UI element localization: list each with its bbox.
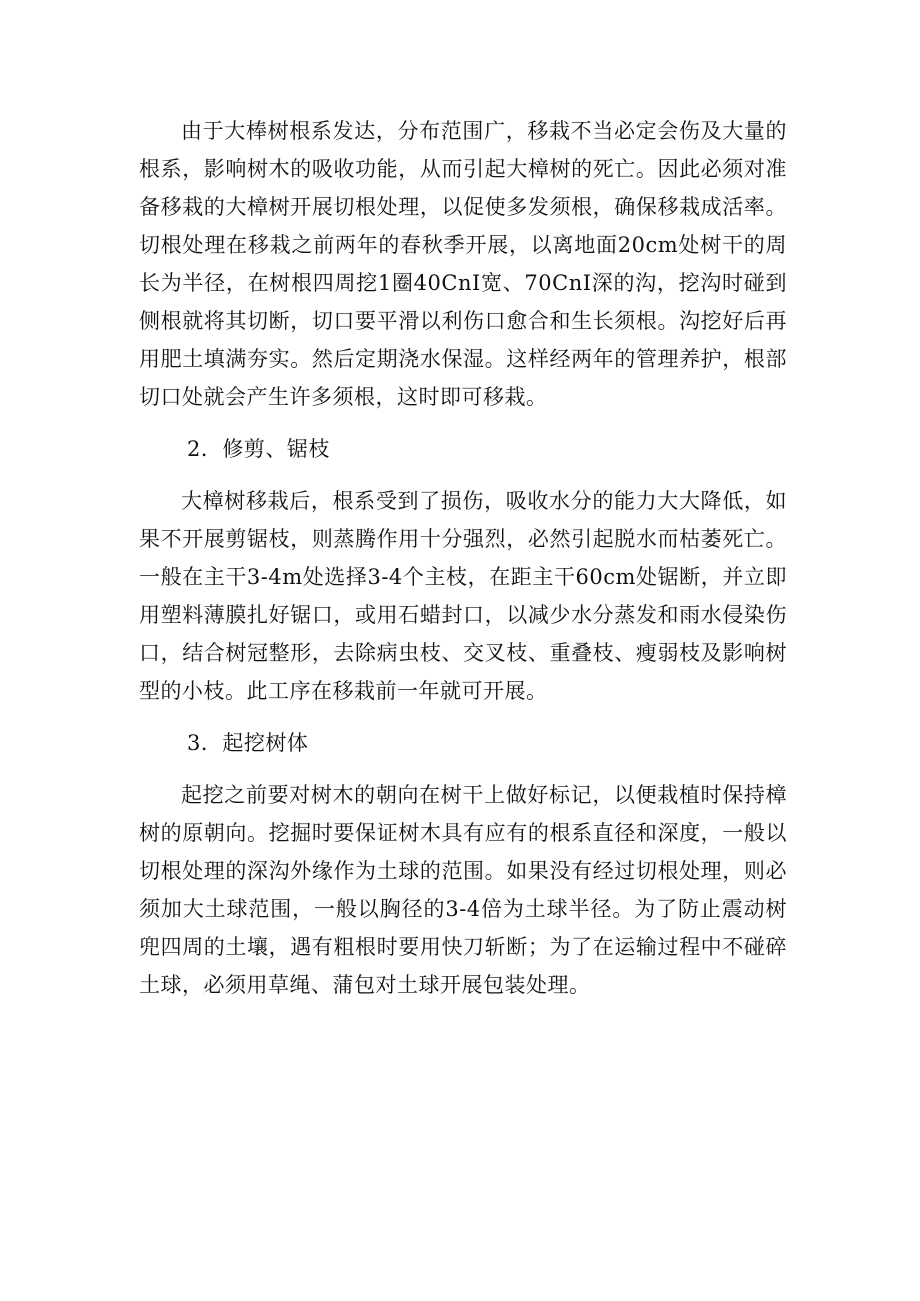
document-page xyxy=(139,112,787,1004)
paragraph-branch-sawing: 大樟树移栽后，根系受到了损伤，吸收水分的能力大大降低，如果不开展剪锯枝，则蒸腾作用十分强烈，必然引起脱水而枯萎死亡。一般在主干3-4m处选择3-4个主枝，在距主干60cm处锯断，并立即用塑料薄膜扎好锯口，或用石蜡封口，以减少水分蒸发和雨水侵染伤口，结合树冠整形，去除病虫枝、交叉枝、重叠枝、瘦弱枝及影响树型的小枝。此工序在移栽前一年就可开展。 xyxy=(139,489,787,703)
paragraph-tree-digging: 起挖之前要对树木的朝向在树干上做好标记，以便栽植时保持樟树的原朝向。挖掘时要保证树木具有应有的根系直径和深度，一般以切根处理的深沟外缘作为土球的范围。如果没有经过切根处理，则必须加大土球范围，一般以胸径的3-4倍为土球半径。为了防止震动树兜四周的土壤，遇有粗根时要用快刀斩断；为了在运输过程中不碰碎土球，必须用草绳、蒲包对土球开展包装处理。 xyxy=(139,783,787,997)
section-heading-pruning: 2．修剪、锯枝 xyxy=(187,437,330,461)
paragraph-root-pruning: 由于大棒树根系发达，分布范围广，移栽不当必定会伤及大量的根系，影响树木的吸收功能，从而引起大樟树的死亡。因此必须对准备移栽的大樟树开展切根处理，以促使多发须根，确保移栽成活率。切根处理在移栽之前两年的春秋季开展，以离地面20cm处树干的周长为半径，在树根四周挖1圈40CnI宽、70CnI深的沟，挖沟时碰到侧根就将其切断，切口要平滑以利伤口愈合和生长须根。沟挖好后再用肥土填满夯实。然后定期浇水保湿。这样经两年的管理养护，根部切口处就会产生许多须根，这时即可移栽。 xyxy=(139,119,787,409)
section-heading-digging: 3．起挖树体 xyxy=(187,731,309,755)
